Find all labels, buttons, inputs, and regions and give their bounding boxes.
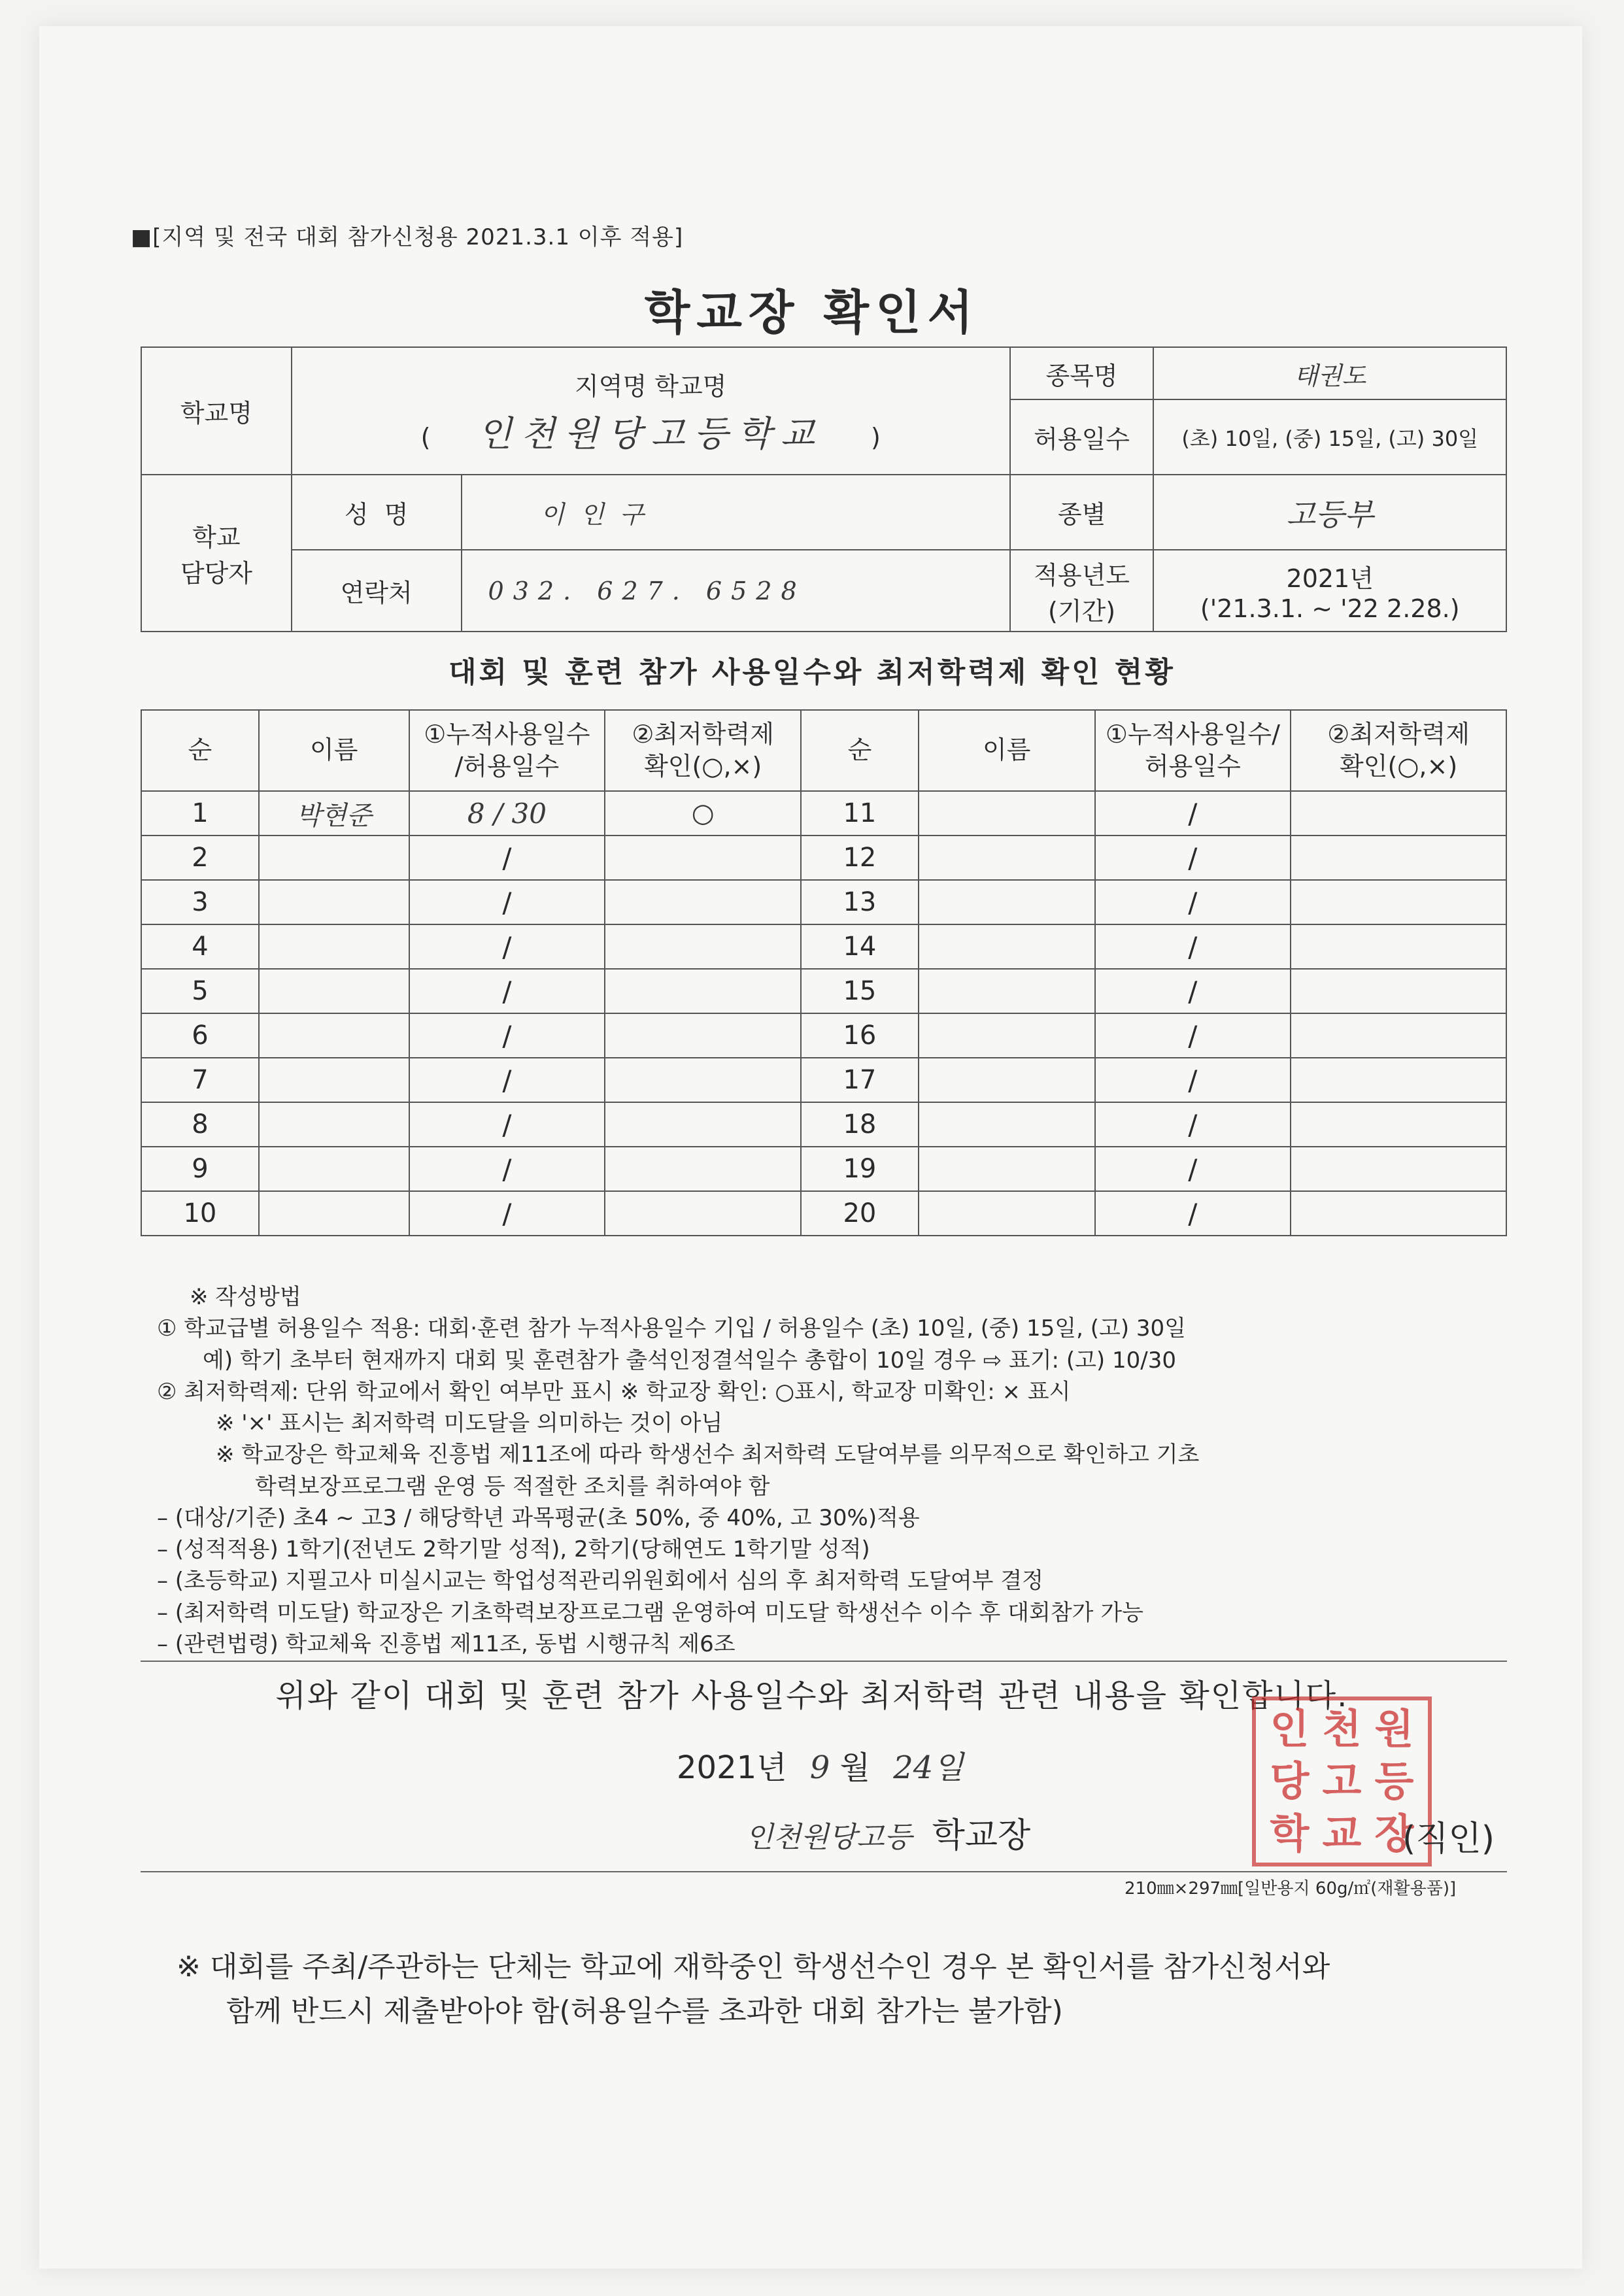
allowed-days-label: 허용일수 [1010,399,1154,475]
row-no: 6 [141,1013,259,1058]
manager-label [141,475,292,632]
row-check: ○ [605,791,801,836]
header-academic-right-line2: 확인(○,×) [1340,752,1458,781]
note-line: ② 최저학력제: 단위 학교에서 확인 여부만 표시 ※ 학교장 확인: ○표시, 학교장 미확인: × 표시 [157,1378,1071,1405]
row-name [259,1147,409,1191]
row-days: / [409,924,605,969]
sport-label: 종목명 [1010,347,1154,399]
row-days: / [409,969,605,1013]
row-check [1291,1102,1506,1147]
divider-bottom [141,1871,1507,1872]
seal-char: 당 [1270,1757,1310,1805]
row-days: / [1095,1191,1291,1236]
note-line: 예) 학기 초부터 현재까지 대회 및 훈련참가 출석인정결석일수 총합이 10일 경우 ⇨ 표기: (고) 10/30 [203,1347,1176,1374]
row-check [605,1147,801,1191]
table-row [141,1147,1506,1191]
row-name [919,791,1095,836]
row-check [1291,924,1506,969]
manager-label-line1: 학교 [192,523,241,552]
manager-label-line2: 담당자 [180,559,252,588]
row-days: / [409,1147,605,1191]
row-no: 4 [141,924,259,969]
row-check [605,880,801,924]
principal-school-handwritten: 인천원당고등 [745,1821,913,1854]
row-days: / [409,1058,605,1102]
row-name [259,1102,409,1147]
year-label [1010,550,1154,632]
row-no: 20 [801,1191,919,1236]
row-no: 8 [141,1102,259,1147]
note-line: – (관련법령) 학교체육 진흥법 제11조, 동법 시행규칙 제6조 [157,1630,736,1657]
row-no: 18 [801,1102,919,1147]
row-no: 12 [801,836,919,880]
row-days: / [1095,791,1291,836]
open-paren: ( [420,422,431,452]
row-no: 17 [801,1058,919,1102]
row-no: 3 [141,880,259,924]
row-check [605,1013,801,1058]
row-days: / [409,880,605,924]
divider-top [141,1661,1507,1662]
table-row [141,1013,1506,1058]
row-name [259,1013,409,1058]
row-days: 8 / 30 [409,791,605,836]
table-row [141,791,1506,836]
row-name [919,1147,1095,1191]
row-no: 15 [801,969,919,1013]
paper-spec: 210㎜×297㎜[일반용지 60g/㎡(재활용품)] [1125,1879,1457,1899]
row-name [259,880,409,924]
category-value: 고등부 [1153,475,1506,550]
header-no-right: 순 [801,710,919,791]
row-no: 1 [141,791,259,836]
note-line: 학력보장프로그램 운영 등 적절한 조치를 취하여야 함 [255,1473,770,1500]
school-label: 학교명 [141,347,292,475]
close-paren: ) [870,422,881,452]
row-days: / [1095,1058,1291,1102]
confirmation-statement: 위와 같이 대회 및 훈련 참가 사용일수와 최저학력 관련 내용을 확인합니다. [275,1678,1349,1714]
row-check [605,1191,801,1236]
row-name [919,1058,1095,1102]
year-value [1153,550,1506,632]
status-table [141,709,1507,1236]
note-line: – (초등학교) 지필고사 미실시교는 학업성적관리위원회에서 심의 후 최저학력 도달여부 결정 [157,1568,1044,1595]
header-days-right-line1: ①누적사용일수/ [1105,719,1280,749]
row-days: / [1095,1102,1291,1147]
header-no-left: 순 [141,710,259,791]
document-title: 학교장 확인서 [644,285,980,340]
seal-char: 원 [1374,1705,1414,1753]
table-row [141,880,1506,924]
header-note: ■[지역 및 전국 대회 참가신청용 2021.3.1 이후 적용] [131,224,684,250]
row-no: 19 [801,1147,919,1191]
row-check [1291,1013,1506,1058]
submission-note-line2: 함께 반드시 제출받아야 함(허용일수를 초과한 대회 참가는 불가함) [226,1995,1063,2029]
allowed-days-value: (초) 10일, (중) 15일, (고) 30일 [1153,399,1506,475]
submission-note-line1: ※ 대회를 주최/주관하는 단체는 학교에 재학중인 학생선수인 경우 본 확인서를 참가신청서와 [177,1950,1330,1984]
row-no: 9 [141,1147,259,1191]
note-line: ※ '×' 표시는 최저학력 미도달을 의미하는 것이 아님 [216,1410,723,1437]
row-name [259,836,409,880]
row-days: / [409,1191,605,1236]
date-year: 2021년 [677,1749,787,1786]
note-line: ※ 학교장은 학교체육 진흥법 제11조에 따라 학생선수 최저학력 도달여부를 의무적으로 확인하고 기초 [216,1442,1200,1468]
manager-name-value: 이인구 [462,475,1010,550]
header-name-left: 이름 [259,710,409,791]
row-name [919,969,1095,1013]
table-row [141,924,1506,969]
year-value-line2: ('21.3.1. ~ '22 2.28.) [1200,594,1460,623]
row-name [259,969,409,1013]
principal-signature [745,1808,1030,1857]
notes-heading: ※ 작성방법 [190,1284,301,1310]
row-check [1291,969,1506,1013]
contact-value: 032. 627. 6528 [462,550,1010,632]
header-academic-left [605,710,801,791]
sport-value: 태권도 [1153,347,1506,399]
row-name [919,1102,1095,1147]
row-no: 16 [801,1013,919,1058]
seal-char: 교 [1322,1810,1362,1857]
row-check [1291,880,1506,924]
header-academic-right [1291,710,1506,791]
date-day: 24일 [893,1749,964,1786]
row-name [919,836,1095,880]
year-value-line1: 2021년 [1286,564,1374,593]
note-line: – (대상/기준) 초4 ~ 고3 / 해당학년 과목평균(초 50%, 중 40%, 고 30%)적용 [157,1504,920,1531]
row-days: / [1095,969,1291,1013]
info-table [141,346,1507,632]
row-name [919,880,1095,924]
row-check [605,924,801,969]
row-days: / [1095,1147,1291,1191]
row-days: / [1095,924,1291,969]
row-no: 5 [141,969,259,1013]
row-days: / [1095,880,1291,924]
year-label-line2: (기간) [1048,596,1116,626]
row-check [1291,791,1506,836]
row-days: / [409,1013,605,1058]
header-days-right [1095,710,1291,791]
seal-char: 고 [1322,1757,1362,1805]
row-no: 11 [801,791,919,836]
principal-label: 학교장 [932,1816,1031,1855]
date-month: 9 [809,1749,830,1786]
school-name-value: 인천원당고등학교 [477,413,824,454]
row-no: 2 [141,836,259,880]
row-check [605,836,801,880]
section-title: 대회 및 훈련 참가 사용일수와 최저학력제 확인 현황 [448,656,1176,689]
row-name [919,924,1095,969]
name-label: 성 명 [292,475,462,550]
contact-label: 연락처 [292,550,462,632]
row-name [259,1058,409,1102]
row-check [605,969,801,1013]
row-days: / [409,836,605,880]
seal-char: 인 [1270,1705,1310,1753]
note-line: ① 학교급별 허용일수 적용: 대회·훈련 참가 누적사용일수 기입 / 허용일수 (초) 10일, (중) 15일, (고) 30일 [157,1315,1186,1342]
issue-date [677,1742,964,1787]
row-no: 10 [141,1191,259,1236]
row-check [1291,1191,1506,1236]
table-row [141,1191,1506,1236]
note-line: – (성적적용) 1학기(전년도 2학기말 성적), 2학기(당해연도 1학기말 성적) [157,1536,870,1563]
row-check [605,1102,801,1147]
row-name [259,1191,409,1236]
row-check [1291,1058,1506,1102]
row-no: 7 [141,1058,259,1102]
row-name: 박현준 [259,791,409,836]
year-label-line1: 적용년도 [1034,560,1130,590]
row-name [259,924,409,969]
status-header-row [141,710,1506,791]
header-days-right-line2: 허용일수 [1144,752,1241,781]
seal-char: 학 [1270,1810,1310,1857]
table-row [141,836,1506,880]
submission-note [177,1945,1330,2034]
seal-char: 등 [1374,1757,1414,1805]
seal-char: 장 [1374,1810,1414,1857]
row-no: 13 [801,880,919,924]
row-check [605,1058,801,1102]
region-school-label: 지역명 학교명 [575,371,727,401]
date-month-unit: 월 [839,1749,870,1786]
table-row [141,1102,1506,1147]
row-days: / [1095,1013,1291,1058]
header-days-left-line1: ①누적사용일수 [424,719,590,749]
row-check [1291,836,1506,880]
row-check [1291,1147,1506,1191]
table-row [141,1058,1506,1102]
header-academic-left-line1: ②최저학력제 [632,719,774,749]
header-days-left [409,710,605,791]
seal-label: (직인) [1402,1819,1495,1859]
header-days-left-line2: /허용일수 [454,752,560,781]
row-name [919,1013,1095,1058]
row-days: / [1095,836,1291,880]
row-days: / [409,1102,605,1147]
writing-instructions [157,1281,1556,1660]
header-academic-left-line2: 확인(○,×) [644,752,762,781]
table-row [141,969,1506,1013]
header-academic-right-line1: ②최저학력제 [1327,719,1470,749]
header-name-right: 이름 [919,710,1095,791]
note-line: – (최저학력 미도달) 학교장은 기초학력보장프로그램 운영하여 미도달 학생선수 이수 후 대회참가 가능 [157,1599,1144,1626]
row-name [919,1191,1095,1236]
row-no: 14 [801,924,919,969]
seal-char: 천 [1322,1705,1362,1753]
category-label: 종별 [1010,475,1154,550]
school-name-cell [292,347,1010,475]
